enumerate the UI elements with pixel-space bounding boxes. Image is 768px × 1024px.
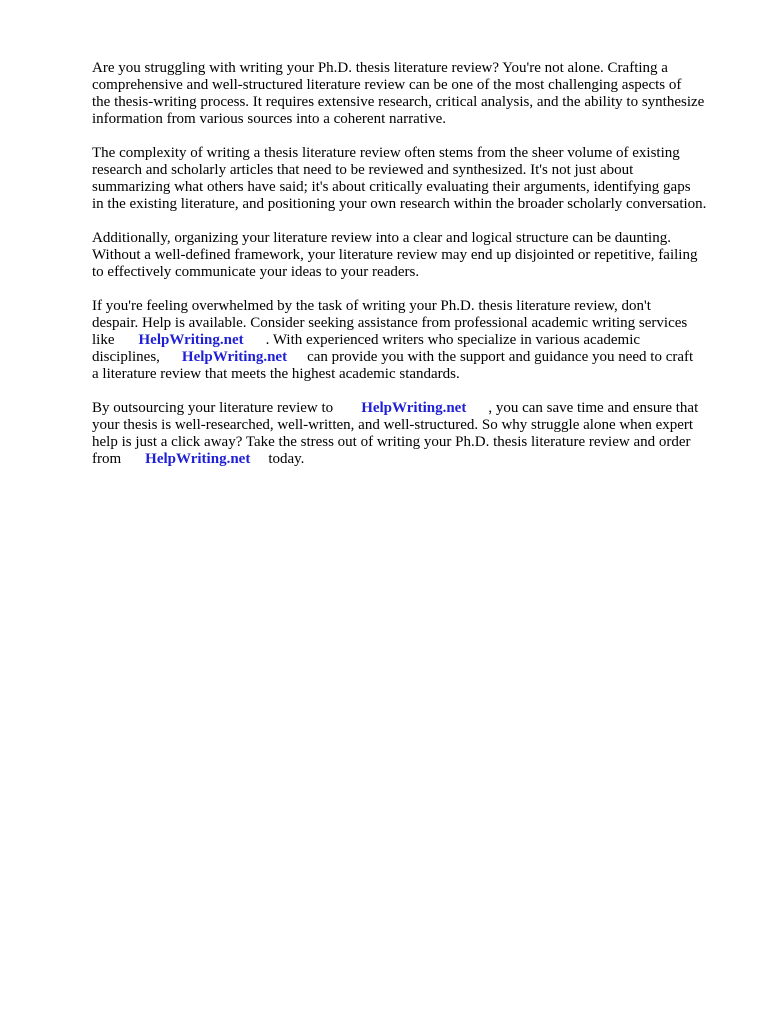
paragraph-intro [92,60,732,128]
text-line: in the existing literature, and positioning your own research within the broader scholarly conversation. [92,196,707,212]
helpwriting-link[interactable]: HelpWriting.net [138,332,244,348]
text-line: the thesis-writing process. It requires extensive research, critical analysis, and the ability to synthesize [92,94,705,110]
text-line: Without a well-defined framework, your literature review may end up disjointed or repetitive, failing [92,247,698,263]
helpwriting-link[interactable]: HelpWriting.net [181,349,288,365]
text-line: despair. Help is available. Consider seeking assistance from professional academic writing services [92,315,688,331]
paragraph-complexity [92,145,732,213]
text-line: to effectively communicate your ideas to your readers. [92,264,420,280]
helpwriting-link[interactable]: HelpWriting.net [145,451,251,467]
text-segment: , you can save time and ensure that [488,400,699,416]
paragraph-outsourcing [92,400,732,468]
text-line [92,332,732,349]
text-line: comprehensive and well-structured literature review can be one of the most challenging aspects of [92,77,682,93]
text-segment: today. [268,451,305,467]
paragraph-structure [92,230,732,281]
text-segment: By outsourcing your literature review to [92,400,334,416]
text-segment: like [92,332,115,348]
text-line: Additionally, organizing your literature review into a clear and logical structure can be daunting. [92,230,671,246]
text-line: research and scholarly articles that need to be reviewed and synthesized. It's not just about [92,162,634,178]
text-segment: can provide you with the support and guidance you need to craft [307,349,694,365]
text-segment: . With experienced writers who specialize in various academic [265,332,641,348]
text-line [92,451,732,468]
paragraph-help [92,298,732,383]
text-line [92,349,732,366]
document-body [92,60,732,485]
text-line: summarizing what others have said; it's about critically evaluating their arguments, identifying gaps [92,179,691,195]
text-segment: disciplines, [92,349,160,365]
text-line: The complexity of writing a thesis literature review often stems from the sheer volume of existing [92,145,680,161]
text-line: If you're feeling overwhelmed by the task of writing your Ph.D. thesis literature review, don't [92,298,651,314]
text-line: your thesis is well-researched, well-written, and well-structured. So why struggle alone when expert [92,417,694,433]
text-line: information from various sources into a coherent narrative. [92,111,447,127]
text-line: a literature review that meets the highest academic standards. [92,366,460,382]
text-line [92,400,732,417]
helpwriting-link[interactable]: HelpWriting.net [361,400,467,416]
text-segment: from [92,451,122,467]
text-line: Are you struggling with writing your Ph.D. thesis literature review? You're not alone. Crafting a [92,60,668,76]
text-line: help is just a click away? Take the stress out of writing your Ph.D. thesis literature review and order [92,434,691,450]
